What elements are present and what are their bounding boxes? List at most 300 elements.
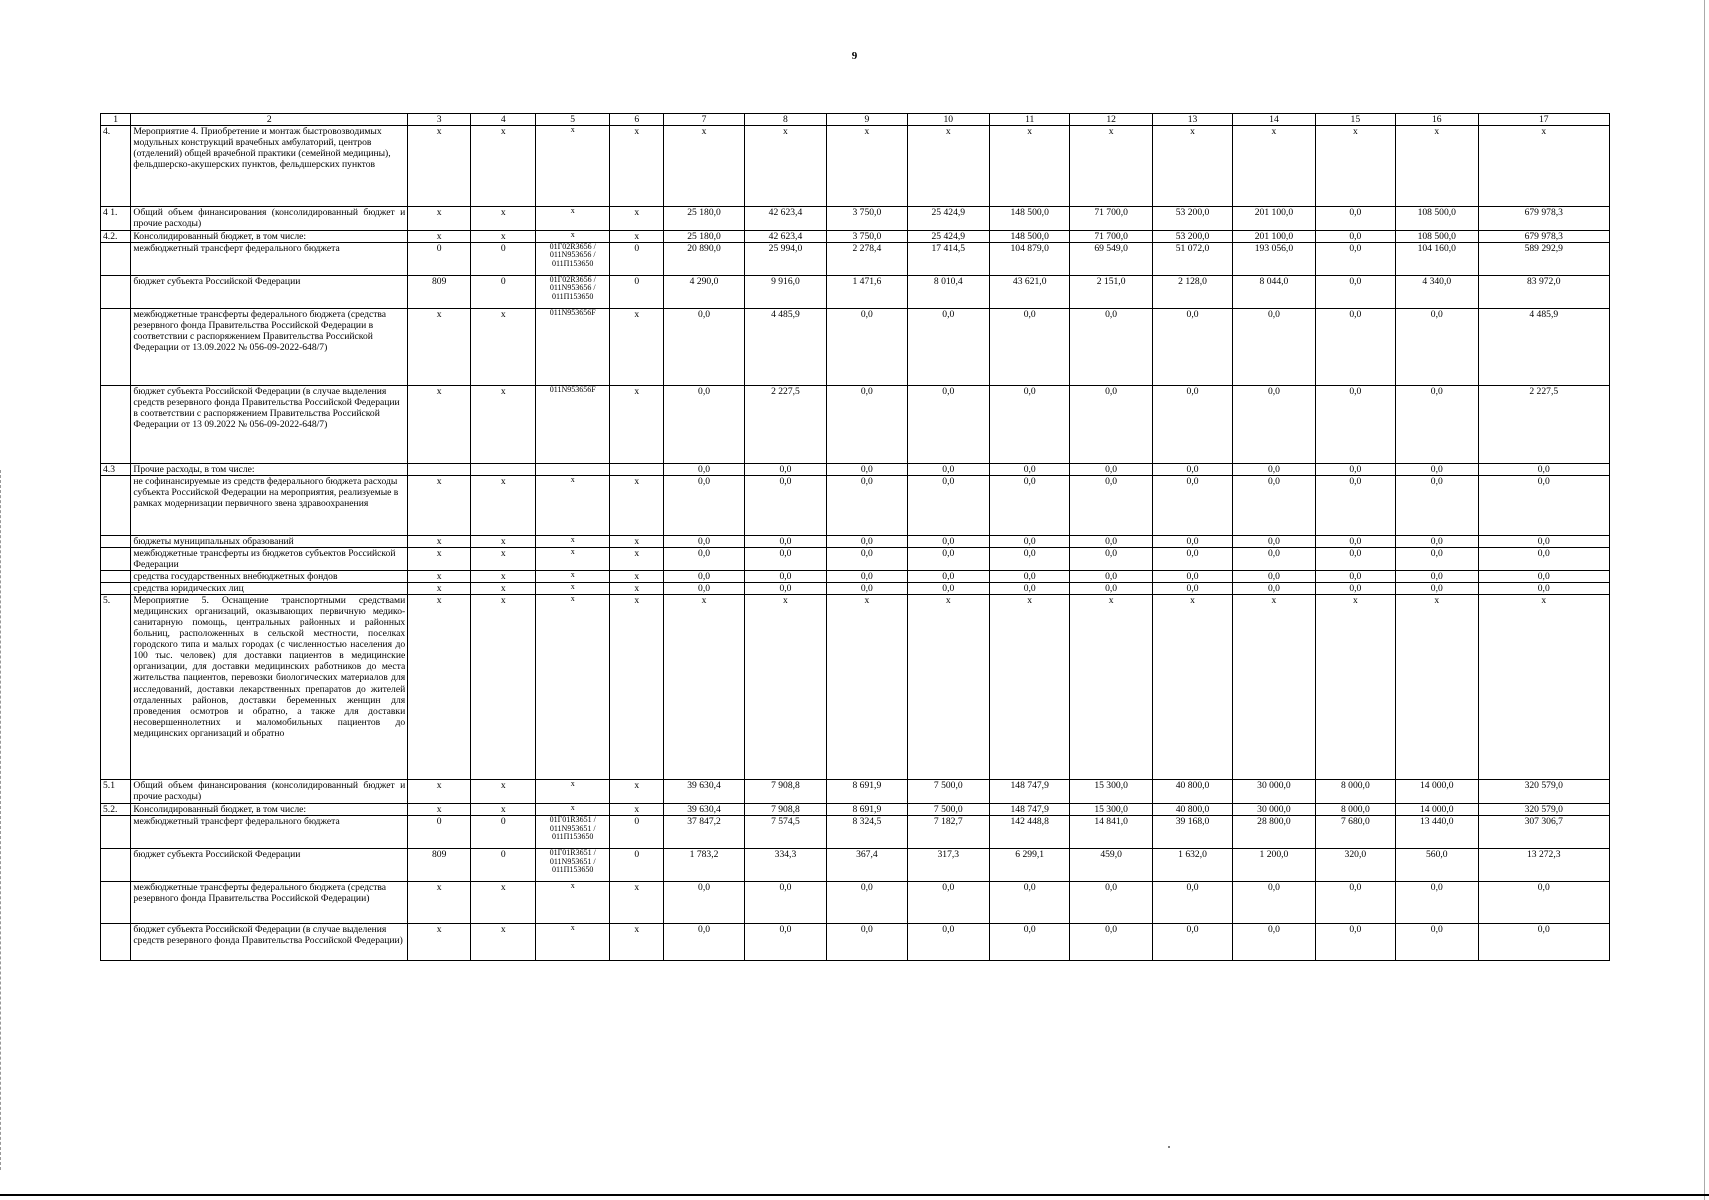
table-row [101,548,1610,571]
value-col9: 0,0 [827,464,907,476]
value-col8: x [744,126,827,207]
value-col16: 0,0 [1396,924,1479,961]
value-col17: 0,0 [1478,571,1609,583]
table-row [101,583,1610,595]
value-col15: 320,0 [1315,849,1395,882]
row-number [101,243,131,276]
scan-bottom-edge [0,1194,1709,1196]
value-col13: 2 128,0 [1152,276,1232,309]
value-col11: 104 879,0 [990,243,1070,276]
value-col7: 1 783,2 [664,849,744,882]
value-col15: 0,0 [1315,309,1395,386]
value-col9: 367,4 [827,849,907,882]
value-col9: x [827,595,907,780]
table-row [101,476,1610,536]
page-number: 9 [851,50,858,62]
column-number: 2 [131,114,408,126]
cell-col3: x [408,386,471,464]
value-col17: 0,0 [1478,548,1609,571]
value-col14: 0,0 [1233,536,1316,548]
table-row [101,882,1610,924]
value-col8: 7 908,8 [744,780,827,804]
value-col15: x [1315,595,1395,780]
value-col11: 148 500,0 [990,207,1070,231]
row-number [101,536,131,548]
value-col12: x [1070,595,1153,780]
table-row [101,386,1610,464]
value-col12: 0,0 [1070,882,1153,924]
value-col15: 0,0 [1315,882,1395,924]
row-name: межбюджетные трансферты федерального бюджета (средства резервного фонда Правительства Российской Федерации в соответствии с распоряжением Правительства Российской Федерации от 13.09.2022 № 056-09-2022-648/7) [131,309,408,386]
value-col10: 0,0 [907,882,990,924]
cell-col6: 0 [610,276,664,309]
value-col10: 0,0 [907,548,990,571]
cell-col5-code: x [536,882,610,924]
value-col12: 0,0 [1070,583,1153,595]
value-col12: 15 300,0 [1070,780,1153,804]
value-col15: 0,0 [1315,924,1395,961]
value-col14: 193 056,0 [1233,243,1316,276]
value-col12: 69 549,0 [1070,243,1153,276]
value-col10: 25 424,9 [907,207,990,231]
table-row [101,816,1610,849]
table-row [101,243,1610,276]
value-col14: 0,0 [1233,309,1316,386]
value-col7: 4 290,0 [664,276,744,309]
budget-table [100,113,1610,961]
scan-edge-marks [0,470,4,1170]
value-col11: 0,0 [990,548,1070,571]
value-col10: 0,0 [907,464,990,476]
row-number [101,849,131,882]
cell-col3: x [408,548,471,571]
cell-col5-code: x [536,126,610,207]
value-col9: 0,0 [827,583,907,595]
cell-col4: x [471,231,536,243]
cell-col4: x [471,583,536,595]
value-col10: 8 010,4 [907,276,990,309]
value-col8: 0,0 [744,464,827,476]
value-col7: 39 630,4 [664,780,744,804]
value-col15: 0,0 [1315,231,1395,243]
value-col17: x [1478,126,1609,207]
value-col8: 0,0 [744,583,827,595]
value-col15: 0,0 [1315,386,1395,464]
cell-col6: x [610,882,664,924]
value-col13: 0,0 [1152,924,1232,961]
value-col12: 0,0 [1070,571,1153,583]
value-col8: 7 574,5 [744,816,827,849]
value-col10: 317,3 [907,849,990,882]
cell-col4: x [471,780,536,804]
value-col14: 0,0 [1233,882,1316,924]
row-name: Мероприятие 4. Приобретение и монтаж быстровозводимых модульных конструкций врачебных амбулаторий, центров (отделений) общей врачебной практики (семейной медицины), фельдшерско-акушерских пунктов, фельдшерских пунктов [131,126,408,207]
value-col10: x [907,126,990,207]
value-col10: 0,0 [907,476,990,536]
value-col11: 148 500,0 [990,231,1070,243]
value-col9: 0,0 [827,476,907,536]
value-col12: 71 700,0 [1070,207,1153,231]
value-col12: 14 841,0 [1070,816,1153,849]
value-col16: 14 000,0 [1396,780,1479,804]
value-col16: 0,0 [1396,464,1479,476]
value-col16: 4 340,0 [1396,276,1479,309]
value-col8: 25 994,0 [744,243,827,276]
value-col12: 15 300,0 [1070,804,1153,816]
cell-col3: x [408,207,471,231]
value-col10: 0,0 [907,309,990,386]
value-col10: 0,0 [907,583,990,595]
value-col13: 53 200,0 [1152,207,1232,231]
column-number: 8 [744,114,827,126]
value-col16: 104 160,0 [1396,243,1479,276]
value-col8: 0,0 [744,924,827,961]
value-col7: 20 890,0 [664,243,744,276]
value-col17: 589 292,9 [1478,243,1609,276]
value-col11: 0,0 [990,583,1070,595]
value-col13: 0,0 [1152,882,1232,924]
row-number [101,882,131,924]
cell-col4: x [471,595,536,780]
table-header-row [101,114,1610,126]
table-row [101,804,1610,816]
value-col12: 459,0 [1070,849,1153,882]
value-col8: 0,0 [744,536,827,548]
value-col7: 0,0 [664,476,744,536]
value-col17: 0,0 [1478,476,1609,536]
value-col11: x [990,126,1070,207]
row-number [101,924,131,961]
value-col17: 0,0 [1478,464,1609,476]
cell-col6: x [610,476,664,536]
value-col7: 0,0 [664,882,744,924]
value-col9: 0,0 [827,882,907,924]
cell-col5-code: 01Г01R3651 / 011N953651 / 011П153650 [536,849,610,882]
value-col13: 51 072,0 [1152,243,1232,276]
cell-col5-code: 01Г02R3656 / 011N953656 / 011П153650 [536,243,610,276]
column-number: 14 [1233,114,1316,126]
value-col14: 28 800,0 [1233,816,1316,849]
value-col13: 0,0 [1152,571,1232,583]
value-col9: 1 471,6 [827,276,907,309]
value-col7: 25 180,0 [664,207,744,231]
cell-col4: x [471,207,536,231]
value-col17: 13 272,3 [1478,849,1609,882]
value-col11: 148 747,9 [990,780,1070,804]
row-number: 4 1. [101,207,131,231]
value-col16: 0,0 [1396,882,1479,924]
table-row [101,464,1610,476]
cell-col5-code: x [536,804,610,816]
column-number: 6 [610,114,664,126]
row-number: 5. [101,595,131,780]
value-col14: 30 000,0 [1233,780,1316,804]
value-col13: 0,0 [1152,476,1232,536]
value-col15: 8 000,0 [1315,780,1395,804]
cell-col5-code: x [536,536,610,548]
value-col7: 0,0 [664,464,744,476]
value-col9: x [827,126,907,207]
value-col14: 201 100,0 [1233,207,1316,231]
value-col13: 0,0 [1152,583,1232,595]
value-col9: 0,0 [827,309,907,386]
value-col9: 0,0 [827,548,907,571]
table-row [101,276,1610,309]
cell-col4: 0 [471,243,536,276]
value-col7: 39 630,4 [664,804,744,816]
row-name: Прочие расходы, в том числе: [131,464,408,476]
cell-col3: x [408,583,471,595]
row-number [101,571,131,583]
table-row [101,595,1610,780]
cell-col6: x [610,924,664,961]
value-col15: 8 000,0 [1315,804,1395,816]
row-number [101,276,131,309]
value-col17: 320 579,0 [1478,804,1609,816]
value-col7: 25 180,0 [664,231,744,243]
value-col14: 1 200,0 [1233,849,1316,882]
value-col16: 108 500,0 [1396,231,1479,243]
cell-col3: 809 [408,849,471,882]
value-col17: 679 978,3 [1478,207,1609,231]
value-col14: x [1233,595,1316,780]
table-row [101,780,1610,804]
row-number [101,309,131,386]
table-row [101,231,1610,243]
cell-col4: x [471,571,536,583]
value-col13: 0,0 [1152,548,1232,571]
cell-col6: x [610,309,664,386]
value-col16: 0,0 [1396,548,1479,571]
value-col8: 9 916,0 [744,276,827,309]
value-col9: 0,0 [827,924,907,961]
value-col14: 0,0 [1233,464,1316,476]
value-col11: 0,0 [990,476,1070,536]
value-col8: 2 227,5 [744,386,827,464]
value-col16: 560,0 [1396,849,1479,882]
cell-col3: x [408,309,471,386]
cell-col6: x [610,548,664,571]
value-col8: 4 485,9 [744,309,827,386]
value-col15: 7 680,0 [1315,816,1395,849]
value-col12: 0,0 [1070,536,1153,548]
value-col14: 201 100,0 [1233,231,1316,243]
value-col11: 0,0 [990,386,1070,464]
value-col11: 0,0 [990,882,1070,924]
column-number: 10 [907,114,990,126]
scan-right-edge [1704,0,1705,1200]
value-col12: 71 700,0 [1070,231,1153,243]
table-row [101,571,1610,583]
value-col14: 0,0 [1233,476,1316,536]
value-col13: x [1152,595,1232,780]
value-col17: 307 306,7 [1478,816,1609,849]
value-col10: 0,0 [907,536,990,548]
row-name: бюджет субъекта Российской Федерации [131,849,408,882]
value-col10: 7 500,0 [907,804,990,816]
value-col14: 0,0 [1233,924,1316,961]
value-col8: 42 623,4 [744,207,827,231]
value-col15: 0,0 [1315,536,1395,548]
cell-col5-code: x [536,924,610,961]
value-col14: 0,0 [1233,583,1316,595]
column-number: 9 [827,114,907,126]
value-col9: 8 691,9 [827,804,907,816]
value-col17: x [1478,595,1609,780]
value-col13: 0,0 [1152,536,1232,548]
value-col7: 0,0 [664,536,744,548]
value-col17: 0,0 [1478,882,1609,924]
value-col17: 0,0 [1478,536,1609,548]
value-col8: 0,0 [744,476,827,536]
value-col11: 0,0 [990,309,1070,386]
cell-col4: 0 [471,276,536,309]
value-col13: 40 800,0 [1152,804,1232,816]
column-number: 7 [664,114,744,126]
value-col17: 679 978,3 [1478,231,1609,243]
row-number [101,476,131,536]
scan-speck [1168,1146,1170,1148]
cell-col5-code: 01Г01R3651 / 011N953651 / 011П153650 [536,816,610,849]
cell-col3: 0 [408,816,471,849]
row-name: межбюджетные трансферты из бюджетов субъектов Российской Федерации [131,548,408,571]
value-col7: 0,0 [664,924,744,961]
cell-col4: x [471,536,536,548]
value-col8: 42 623,4 [744,231,827,243]
value-col9: 8 691,9 [827,780,907,804]
column-number: 4 [471,114,536,126]
row-number: 4. [101,126,131,207]
value-col11: 0,0 [990,924,1070,961]
value-col13: x [1152,126,1232,207]
value-col12: 0,0 [1070,464,1153,476]
cell-col6: x [610,207,664,231]
row-number: 5.2. [101,804,131,816]
cell-col3: x [408,780,471,804]
row-number [101,386,131,464]
value-col15: x [1315,126,1395,207]
row-name: Общий объем финансирования (консолидированный бюджет и прочие расходы) [131,780,408,804]
row-name: Консолидированный бюджет, в том числе: [131,804,408,816]
cell-col3: 809 [408,276,471,309]
row-name: межбюджетные трансферты федерального бюджета (средства резервного фонда Правительства Российской Федерации) [131,882,408,924]
value-col17: 4 485,9 [1478,309,1609,386]
row-number [101,548,131,571]
value-col9: 8 324,5 [827,816,907,849]
value-col16: 0,0 [1396,536,1479,548]
cell-col5-code: x [536,780,610,804]
value-col16: 108 500,0 [1396,207,1479,231]
value-col8: 0,0 [744,548,827,571]
value-col16: 0,0 [1396,571,1479,583]
value-col11: 43 621,0 [990,276,1070,309]
value-col8: 0,0 [744,571,827,583]
value-col17: 320 579,0 [1478,780,1609,804]
value-col10: 0,0 [907,924,990,961]
cell-col3: x [408,804,471,816]
value-col9: 2 278,4 [827,243,907,276]
cell-col6: x [610,780,664,804]
column-number: 12 [1070,114,1153,126]
value-col9: 3 750,0 [827,207,907,231]
value-col15: 0,0 [1315,583,1395,595]
cell-col6: x [610,571,664,583]
value-col13: 40 800,0 [1152,780,1232,804]
value-col12: 0,0 [1070,924,1153,961]
cell-col6: x [610,386,664,464]
cell-col3: x [408,536,471,548]
cell-col3: 0 [408,243,471,276]
value-col12: 0,0 [1070,309,1153,386]
cell-col3: x [408,595,471,780]
row-name: Общий объем финансирования (консолидированный бюджет и прочие расходы) [131,207,408,231]
value-col14: 8 044,0 [1233,276,1316,309]
value-col14: x [1233,126,1316,207]
value-col16: 13 440,0 [1396,816,1479,849]
cell-col5-code: 011N953656F [536,386,610,464]
cell-col5-code: x [536,476,610,536]
value-col10: 7 500,0 [907,780,990,804]
row-number [101,816,131,849]
cell-col5-code: x [536,571,610,583]
row-name: бюджет субъекта Российской Федерации (в случае выделения средств резервного фонда Правительства Российской Федерации) [131,924,408,961]
value-col8: 0,0 [744,882,827,924]
value-col15: 0,0 [1315,548,1395,571]
cell-col4: x [471,804,536,816]
value-col10: 0,0 [907,571,990,583]
value-col17: 2 227,5 [1478,386,1609,464]
value-col16: x [1396,126,1479,207]
cell-col5-code: x [536,548,610,571]
table-row [101,536,1610,548]
cell-col6: x [610,804,664,816]
value-col13: 1 632,0 [1152,849,1232,882]
row-number: 5.1 [101,780,131,804]
value-col16: 0,0 [1396,583,1479,595]
row-number: 4.2. [101,231,131,243]
cell-col4: x [471,548,536,571]
value-col10: x [907,595,990,780]
row-name: средства государственных внебюджетных фондов [131,571,408,583]
value-col9: 0,0 [827,386,907,464]
value-col12: x [1070,126,1153,207]
table-row [101,126,1610,207]
value-col11: 0,0 [990,536,1070,548]
row-number [101,583,131,595]
cell-col5-code: x [536,207,610,231]
value-col15: 0,0 [1315,276,1395,309]
cell-col4: x [471,386,536,464]
cell-col5-code [536,464,610,476]
value-col11: 6 299,1 [990,849,1070,882]
cell-col3: x [408,476,471,536]
value-col9: 0,0 [827,571,907,583]
cell-col5-code: x [536,595,610,780]
cell-col6: 0 [610,243,664,276]
value-col14: 0,0 [1233,571,1316,583]
cell-col6: x [610,126,664,207]
cell-col6 [610,464,664,476]
cell-col4: x [471,309,536,386]
column-number: 11 [990,114,1070,126]
column-number: 17 [1478,114,1609,126]
value-col7: 0,0 [664,571,744,583]
cell-col3: x [408,231,471,243]
value-col16: 0,0 [1396,476,1479,536]
value-col7: 0,0 [664,583,744,595]
value-col16: 14 000,0 [1396,804,1479,816]
table-row [101,309,1610,386]
